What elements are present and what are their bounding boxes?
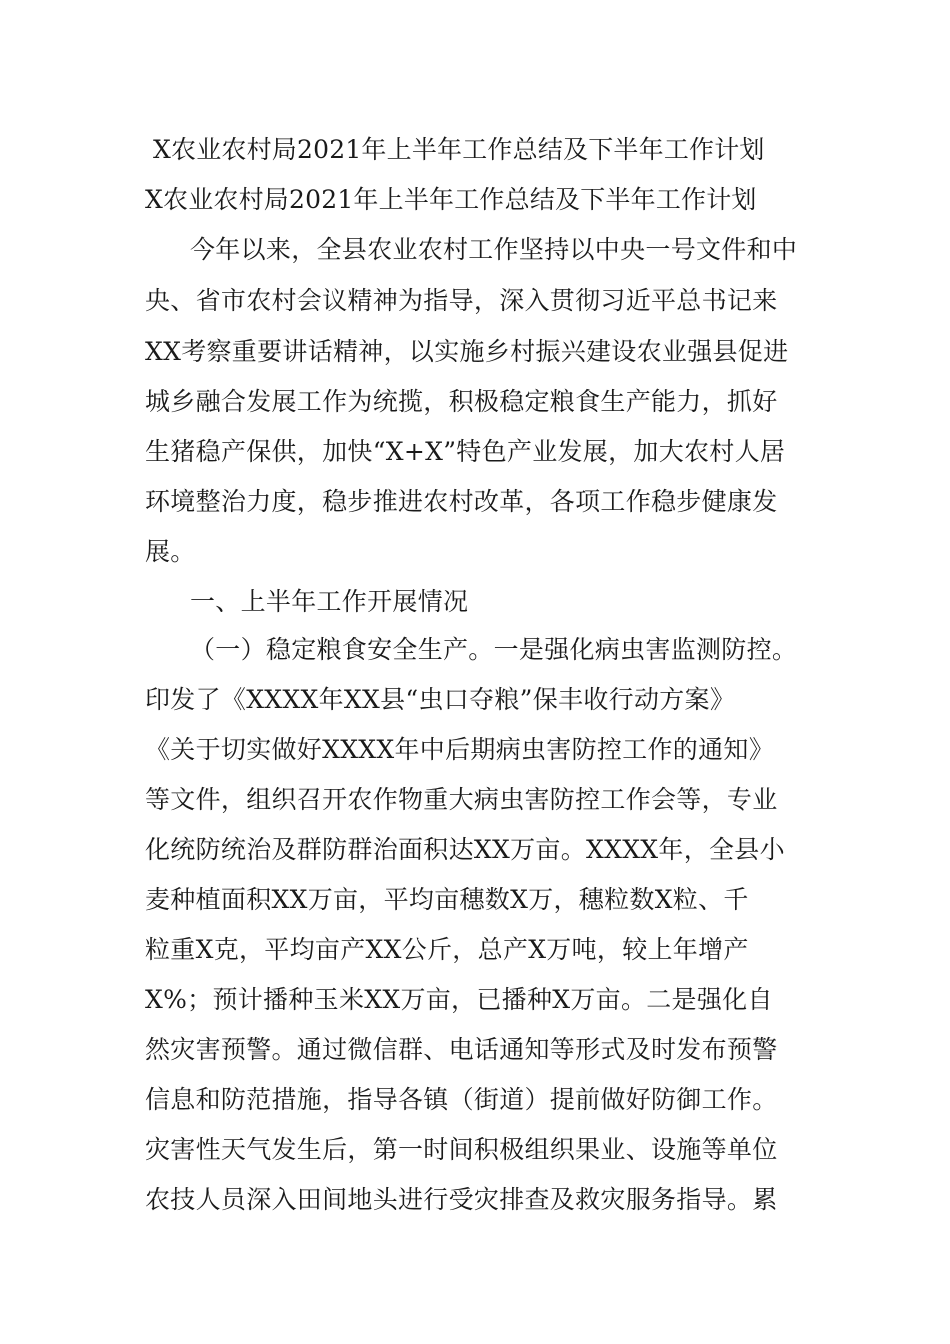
paragraph-line: 印发了《XXXX年XX县“虫口夺粮”保丰收行动方案》	[145, 685, 736, 714]
paragraph-line: （一）稳定粮食安全生产。一是强化病虫害监测防控。	[190, 635, 798, 664]
paragraph-line: 信息和防范措施，指导各镇（街道）提前做好防御工作。	[145, 1085, 778, 1114]
document-subtitle: X农业农村局2021年上半年工作总结及下半年工作计划	[145, 185, 757, 214]
paragraph-line: 生猪稳产保供，加快“X+X”特色产业发展，加大农村人居	[145, 437, 786, 466]
paragraph-line: XX考察重要讲话精神，以实施乡村振兴建设农业强县促进	[145, 337, 789, 366]
paragraph-line: 今年以来，全县农业农村工作坚持以中央一号文件和中	[190, 235, 798, 264]
paragraph-line: 麦种植面积XX万亩，平均亩穗数X万，穗粒数X粒、千	[145, 885, 749, 914]
paragraph-line: 城乡融合发展工作为统揽，积极稳定粮食生产能力，抓好	[145, 387, 778, 416]
paragraph-line: X%；预计播种玉米XX万亩，已播种X万亩。二是强化自	[145, 985, 773, 1014]
paragraph-line: 展。	[145, 537, 196, 566]
section-heading: 一、上半年工作开展情况	[190, 587, 469, 616]
paragraph-line: 央、省市农村会议精神为指导，深入贯彻习近平总书记来	[145, 286, 778, 315]
paragraph-line: 然灾害预警。通过微信群、电话通知等形式及时发布预警	[145, 1035, 778, 1064]
paragraph-line: 粒重X克，平均亩产XX公斤，总产X万吨，较上年增产	[145, 935, 749, 964]
paragraph-line: 《关于切实做好XXXX年中后期病虫害防控工作的通知》	[145, 735, 774, 764]
paragraph-line: 农技人员深入田间地头进行受灾排查及救灾服务指导。累	[145, 1185, 778, 1214]
document-title: X农业农村局2021年上半年工作总结及下半年工作计划	[153, 135, 765, 164]
paragraph-line: 等文件，组织召开农作物重大病虫害防控工作会等，专业	[145, 785, 778, 814]
paragraph-line: 灾害性天气发生后，第一时间积极组织果业、设施等单位	[145, 1135, 778, 1164]
paragraph-line: 化统防统治及群防群治面积达XX万亩。XXXX年，全县小	[145, 835, 785, 864]
paragraph-line: 环境整治力度，稳步推进农村改革，各项工作稳步健康发	[145, 487, 778, 516]
